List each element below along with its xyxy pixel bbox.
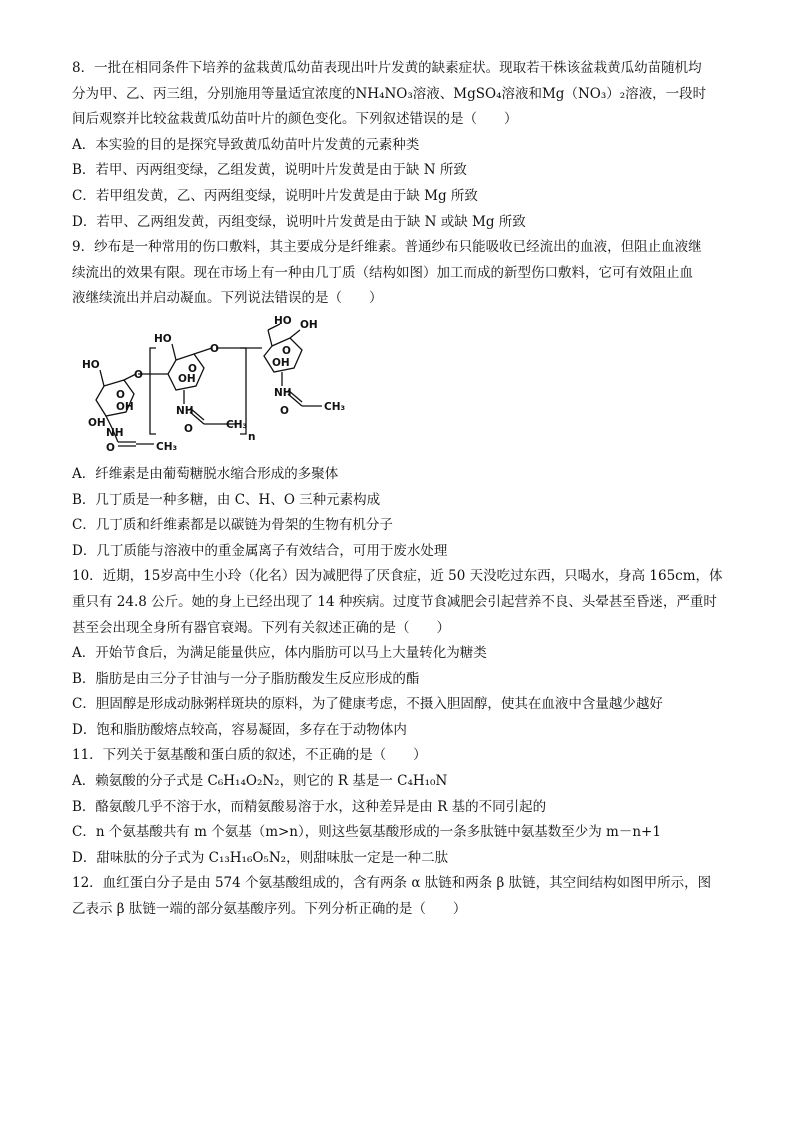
question-11-option-a: A．赖氨酸的分子式是 C₆H₁₄O₂N₂，则它的 R 基是一 C₄H₁₀N [72, 773, 448, 790]
label-oh-right-top: OH [300, 318, 318, 331]
question-12-line-2: 乙表示 β 肽链一端的部分氨基酸序列。下列分析正确的是（ ） [72, 901, 467, 918]
label-ho-right: HO [274, 315, 292, 327]
chitin-structure-figure [72, 316, 726, 456]
label-o-carbonyl-middle: O [184, 422, 193, 435]
question-9-line-2: 续流出的效果有限。现在市场上有一种由几丁质（结构如图）加工而成的新型伤口敷料，它可有效阻止血 [72, 264, 693, 281]
question-12 [72, 871, 726, 922]
question-10 [72, 564, 726, 743]
question-11-option-c: C．n 个氨基酸共有 m 个氨基（m>n），则这些氨基酸形成的一条多肽链中氨基数至少为 m－n+1 [72, 824, 661, 841]
question-10-line-2: 重只有 24.8 公斤。她的身上已经出现了 14 种疾病。过度节食减肥会引起营养不良、头晕甚至昏迷，严重时 [72, 593, 717, 610]
label-ch3-right: CH₃ [324, 400, 346, 413]
question-9-option-c: C．几丁质和纤维素都是以碳链为骨架的生物有机分子 [72, 517, 393, 534]
question-8 [72, 56, 726, 235]
question-9-line-1: 9．纱布是一种常用的伤口敷料，其主要成分是纤维素。普通纱布只能吸收已经流出的血液，但阻止血液继 [72, 239, 702, 256]
question-8-line-3: 间后观察并比较盆栽黄瓜幼苗叶片的颜色变化。下列叙述错误的是（ ） [72, 111, 518, 128]
question-9-option-a: A．纤维素是由葡萄糖脱水缩合形成的多聚体 [72, 465, 339, 482]
question-10-line-1: 10．近期，15岁高中生小玲（化名）因为减肥得了厌食症，近 50 天没吃过东西，只喝水，身高 165cm，体 [72, 568, 723, 585]
question-11-option-d: D．甜味肽的分子式为 C₁₃H₁₆O₅N₂，则甜味肽一定是一种二肽 [72, 849, 449, 866]
question-10-option-b: B．脂肪是由三分子甘油与一分子脂肪酸发生反应形成的酯 [72, 670, 420, 687]
question-8-option-a: A．本实验的目的是探究导致黄瓜幼苗叶片发黄的元素种类 [72, 136, 420, 153]
question-8-option-d: D．若甲、乙两组发黄，丙组变绿，说明叶片发黄是由于缺 N 或缺 Mg 所致 [72, 213, 526, 230]
label-n-subscript: n [248, 430, 256, 443]
label-nh-middle: NH [176, 404, 194, 417]
question-9 [72, 235, 726, 564]
label-o-ring-middle: O [188, 362, 197, 375]
question-11 [72, 743, 726, 871]
exam-page [72, 56, 726, 923]
question-9-option-b: B．几丁质是一种多糖，由 C、H、O 三种元素构成 [72, 491, 381, 508]
label-o-link-2: O [210, 342, 219, 355]
question-11-option-b: B．酪氨酸几乎不溶于水，而精氨酸易溶于水，这种差异是由 R 基的不同引起的 [72, 798, 547, 815]
question-8-option-b: B．若甲、丙两组变绿，乙组发黄，说明叶片发黄是由于缺 N 所致 [72, 162, 467, 179]
question-10-line-3: 甚至会出现全身所有器官衰竭。下列有关叙述正确的是（ ） [72, 619, 450, 636]
question-10-option-a: A．开始节食后，为满足能量供应，体内脂肪可以马上大量转化为糖类 [72, 645, 487, 662]
chitin-structure-diagram [76, 316, 346, 456]
question-8-line-2: 分为甲、乙、丙三组，分别施用等量适宜浓度的NH₄NO₃溶液、MgSO₄溶液和Mg（NO₃）₂溶液，一段时 [72, 85, 707, 102]
question-10-option-d: D．饱和脂肪酸熔点较高，容易凝固，多存在于动物体内 [72, 721, 407, 738]
label-ch3-middle: CH₃ [226, 418, 248, 431]
label-o-ring-left: O [116, 388, 125, 401]
question-11-line-1: 11．下列关于氨基酸和蛋白质的叙述，不正确的是（ ） [72, 747, 427, 764]
question-9-line-3: 液继续流出并启动凝血。下列说法错误的是（ ） [72, 290, 383, 307]
question-12-line-1: 12．血红蛋白分子是由 574 个氨基酸组成的，含有两条 α 肽链和两条 β 肽链，其空间结构如图甲所示，图 [72, 875, 712, 892]
label-ch3-left: CH₃ [156, 440, 178, 453]
label-oh-left-2: OH [88, 416, 106, 429]
label-oh-left: OH [116, 400, 134, 413]
question-10-option-c: C．胆固醇是形成动脉粥样斑块的原料，为了健康考虑，不摄入胆固醇，使其在血液中含量越少越好 [72, 696, 663, 713]
label-ho-left: HO [82, 358, 100, 371]
label-nh-right: NH [274, 386, 292, 399]
label-oh-middle: OH [178, 372, 196, 385]
label-o-ring-right: O [282, 344, 291, 357]
label-oh-right: OH [272, 356, 290, 369]
question-8-line-1: 8．一批在相同条件下培养的盆栽黄瓜幼苗表现出叶片发黄的缺素症状。现取若干株该盆栽黄瓜幼苗随机均 [72, 60, 702, 76]
label-o-carbonyl-right: O [280, 404, 289, 417]
label-ho-middle: HO [154, 332, 172, 345]
question-8-option-c: C．若甲组发黄，乙、丙两组变绿，说明叶片发黄是由于缺 Mg 所致 [72, 187, 478, 204]
label-nh-left: NH [106, 426, 124, 439]
label-o-carbonyl-left: O [106, 441, 115, 454]
question-9-option-d: D．几丁质能与溶液中的重金属离子有效结合，可用于废水处理 [72, 542, 448, 559]
label-o-link-1: O [134, 368, 143, 381]
